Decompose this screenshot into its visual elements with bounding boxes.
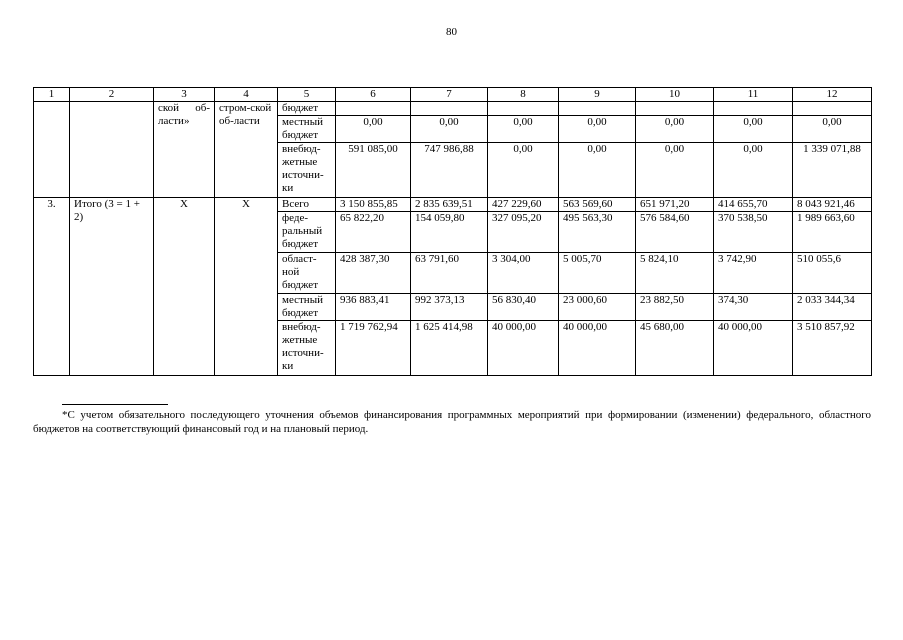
footnote: *С учетом обязательного последующего уточнения объемов финансирования программных мероприятий при формировании (изменении) федерального, областного бюджетов на соответствующий финансовый год и на плановый период. [33,409,871,435]
value-cell: 0,00 [793,116,872,143]
header-cell: 9 [559,88,636,102]
value-cell [636,102,714,116]
value-cell: 0,00 [411,116,488,143]
header-cell: 4 [215,88,278,102]
value-cell: 370 538,50 [714,212,793,253]
value-cell: 495 563,30 [559,212,636,253]
value-cell: 0,00 [488,143,559,198]
value-cell: 1 989 663,60 [793,212,872,253]
source-cell: внебюд-жетные источни-ки [278,143,336,198]
value-cell: 40 000,00 [714,321,793,376]
value-cell: 0,00 [636,143,714,198]
source-cell: Всего [278,198,336,212]
value-cell [714,102,793,116]
value-cell: 65 822,20 [336,212,411,253]
value-cell: 1 625 414,98 [411,321,488,376]
source-cell: феде-ральный бюджет [278,212,336,253]
value-cell: 0,00 [336,116,411,143]
source-cell: бюджет [278,102,336,116]
value-cell: 2 835 639,51 [411,198,488,212]
num-cell [34,102,70,198]
value-cell: 0,00 [559,116,636,143]
page-number: 80 [446,26,457,38]
value-cell: 3 150 855,85 [336,198,411,212]
value-cell: 374,30 [714,294,793,321]
value-cell: 8 043 921,46 [793,198,872,212]
value-cell: 327 095,20 [488,212,559,253]
value-cell [488,102,559,116]
source-cell: област-ной бюджет [278,253,336,294]
value-cell: 428 387,30 [336,253,411,294]
value-cell: 45 680,00 [636,321,714,376]
header-cell: 8 [488,88,559,102]
value-cell: 747 986,88 [411,143,488,198]
value-cell: 591 085,00 [336,143,411,198]
header-cell: 7 [411,88,488,102]
value-cell: 5 824,10 [636,253,714,294]
value-cell: 23 882,50 [636,294,714,321]
value-cell: 0,00 [714,143,793,198]
source-cell: местный бюджет [278,116,336,143]
value-cell: 5 005,70 [559,253,636,294]
header-cell: 12 [793,88,872,102]
value-cell: 56 830,40 [488,294,559,321]
value-cell: 427 229,60 [488,198,559,212]
name-cell [70,102,154,198]
value-cell: 3 742,90 [714,253,793,294]
table-row [34,102,872,116]
value-cell: 651 971,20 [636,198,714,212]
value-cell: 510 055,6 [793,253,872,294]
value-cell [793,102,872,116]
header-cell: 2 [70,88,154,102]
executor-cell: X [154,198,215,376]
header-cell: 1 [34,88,70,102]
value-cell: 3 304,00 [488,253,559,294]
value-cell: 1 339 071,88 [793,143,872,198]
value-cell: 63 791,60 [411,253,488,294]
header-row [34,88,872,102]
value-cell: 154 059,80 [411,212,488,253]
value-cell: 0,00 [714,116,793,143]
value-cell: 576 584,60 [636,212,714,253]
value-cell: 3 510 857,92 [793,321,872,376]
value-cell: 0,00 [559,143,636,198]
header-cell: 10 [636,88,714,102]
name-cell: Итого (3 = 1 + 2) [70,198,154,376]
value-cell: 40 000,00 [559,321,636,376]
coexecutor-cell: X [215,198,278,376]
value-cell: 40 000,00 [488,321,559,376]
executor-cell: ской об-ласти» [154,102,215,198]
value-cell: 2 033 344,34 [793,294,872,321]
value-cell: 1 719 762,94 [336,321,411,376]
coexecutor-cell: стром-ской об-ласти [215,102,278,198]
table-row [34,198,872,212]
source-cell: местный бюджет [278,294,336,321]
value-cell: 414 655,70 [714,198,793,212]
footnote-rule [62,404,168,405]
value-cell [411,102,488,116]
value-cell: 992 373,13 [411,294,488,321]
header-cell: 5 [278,88,336,102]
value-cell: 23 000,60 [559,294,636,321]
value-cell: 0,00 [488,116,559,143]
value-cell: 0,00 [636,116,714,143]
header-cell: 6 [336,88,411,102]
header-cell: 3 [154,88,215,102]
financing-table [33,87,872,376]
source-cell: внебюд-жетные источни-ки [278,321,336,376]
value-cell [336,102,411,116]
num-cell: 3. [34,198,70,376]
value-cell: 936 883,41 [336,294,411,321]
header-cell: 11 [714,88,793,102]
value-cell: 563 569,60 [559,198,636,212]
value-cell [559,102,636,116]
